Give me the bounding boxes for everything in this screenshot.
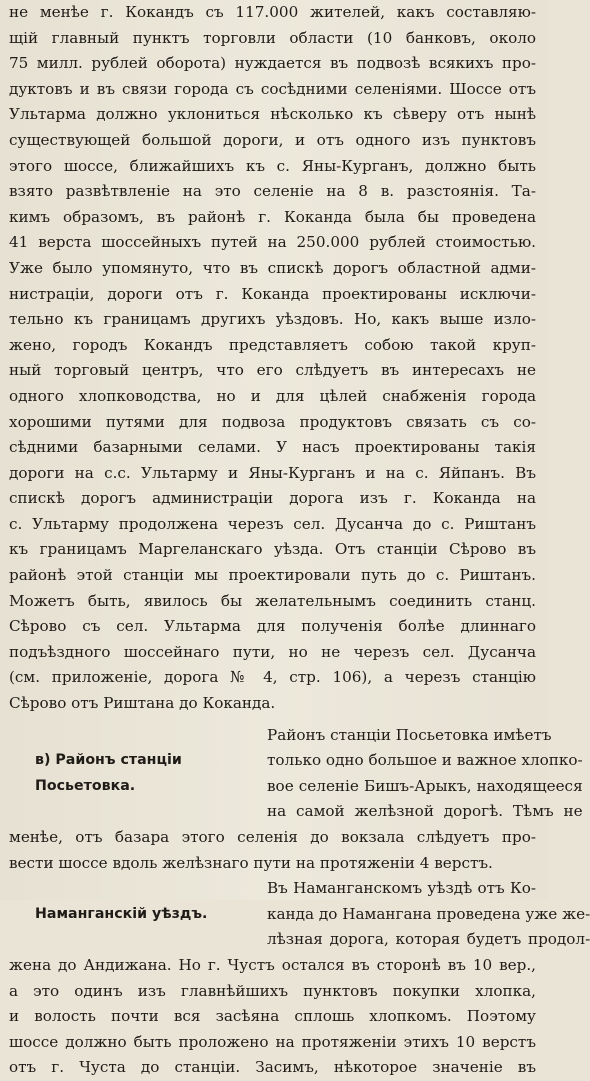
- text-line: кимъ образомъ, въ районѣ г. Коканда была бы проведена: [9, 207, 536, 226]
- text-line: с. Ультарму продолжена черезъ сел. Дусанча до с. Риштанъ: [9, 514, 536, 533]
- text-line: отъ г. Чуста до станціи. Засимъ, нѣкоторое значеніе въ: [9, 1058, 536, 1077]
- text-line: ный торговый центръ, что его слѣдуетъ въ интересахъ не: [9, 361, 536, 380]
- text-line: подъѣздного шоссейнаго пути, но не черезъ сел. Дусанча: [9, 642, 536, 661]
- side-text: [259, 902, 590, 953]
- text-line: жено, городъ Кокандъ представляетъ собою такой круп-: [9, 335, 536, 354]
- text-line: нистраціи, дороги отъ г. Коканда проектированы исключи-: [9, 284, 536, 303]
- text-line: Можетъ быть, явилось бы желательнымъ соединить станц.: [9, 591, 536, 610]
- text-line: вое селеніе Бишъ-Арыкъ, находящееся: [267, 776, 583, 795]
- side-block: [9, 902, 590, 953]
- text-line: Уже было упомянуто, что въ спискѣ дорогъ областной адми-: [9, 258, 536, 277]
- text-line: 41 верста шоссейныхъ путей на 250.000 рублей стоимостью.: [9, 233, 536, 252]
- text-line: къ границамъ Маргеланскаго уѣзда. Отъ станціи Сѣрово въ: [9, 540, 536, 559]
- section-namangan: [9, 876, 590, 1081]
- text-line: не менѣе г. Кокандъ съ 117.000 жителей, какъ составляю-: [9, 3, 536, 21]
- text-line: и волость почти вся засѣяна сплошь хлопкомъ. Поэтому: [9, 1007, 536, 1026]
- text-line: одного хлопководства, но и для цѣлей снабженія города: [9, 386, 536, 405]
- side-text: [259, 748, 583, 825]
- text-line: Сѣрово отъ Риштана до Коканда.: [9, 694, 276, 713]
- text-line: Ультарма должно уклониться нѣсколько къ сѣверу отъ нынѣ: [9, 105, 536, 124]
- text-line: Сѣрово съ сел. Ультарма для полученія болѣе длиннаго: [9, 617, 536, 636]
- text-line: лѣзная дорога, которая будетъ продол-: [267, 930, 590, 949]
- section-posietovka: [9, 723, 583, 877]
- text-line: спискѣ дорогъ администраціи дорога изъ г. Коканда на: [9, 489, 536, 508]
- text-line: взято развѣтвленіе на это селеніе на 8 в. разстоянія. Та-: [9, 182, 536, 201]
- text-line: дороги на с.с. Ультарму и Яны-Курганъ и на с. Яйпанъ. Въ: [9, 463, 536, 482]
- text-line: хорошими путями для подвоза продуктовъ связать съ со-: [9, 412, 536, 431]
- margin-heading: Наманганскій уѣздъ.: [35, 905, 208, 922]
- text-line: этого шоссе, ближайшихъ къ с. Яны-Курганъ, должно быть: [9, 156, 536, 175]
- text-line: районѣ этой станціи мы проектировали путь до с. Риштанъ.: [9, 566, 536, 585]
- text-line: сѣдними базарными селами. У насъ проектированы такія: [9, 438, 536, 457]
- text-line: существующей большой дороги, и отъ одного изъ пунктовъ: [9, 130, 536, 149]
- text-line: только одно большое и важное хлопко-: [267, 751, 583, 770]
- text-line: дуктовъ и въ связи города съ сосѣдними селеніями. Шоссе отъ: [9, 79, 536, 98]
- text-line: шоссе должно быть проложено на протяженіи этихъ 10 верстъ: [9, 1032, 536, 1051]
- section-first-line: Районъ станціи Посьетовка имѣетъ: [267, 725, 552, 744]
- text-line: а это одинъ изъ главнѣйшихъ пунктовъ покупки хлопка,: [9, 981, 536, 1000]
- text-line: на самой желѣзной дорогѣ. Тѣмъ не: [267, 802, 583, 821]
- text-line: тельно къ границамъ другихъ уѣздовъ. Но, какъ выше изло-: [9, 310, 536, 329]
- text-line: вести шоссе вдоль желѣзнаго пути на протяженіи 4 верстъ.: [9, 853, 493, 872]
- margin-heading: [9, 748, 259, 799]
- text-line: (см. приложеніе, дорога № 4, стр. 106), а черезъ станцію: [9, 668, 536, 687]
- text-line: щій главный пунктъ торговли области (10 банковъ, около: [9, 28, 536, 47]
- side-block: [9, 748, 583, 825]
- paragraph-kokand: [9, 0, 536, 717]
- section-first-line: Въ Наманганскомъ уѣздѣ отъ Ко-: [267, 879, 536, 898]
- text-line: канда до Намангана проведена уже же-: [267, 904, 590, 923]
- text-line: жена до Андижана. Но г. Чустъ остался въ сторонѣ въ 10 вер.,: [9, 955, 536, 974]
- margin-heading-line: Посьетовка.: [35, 777, 136, 794]
- text-line: менѣе, отъ базара этого селенія до вокзала слѣдуетъ про-: [9, 828, 536, 846]
- margin-heading-line: в) Районъ станціи: [35, 752, 182, 769]
- text-line: 75 милл. рублей оборота) нуждается въ подвозѣ всякихъ про-: [9, 54, 536, 73]
